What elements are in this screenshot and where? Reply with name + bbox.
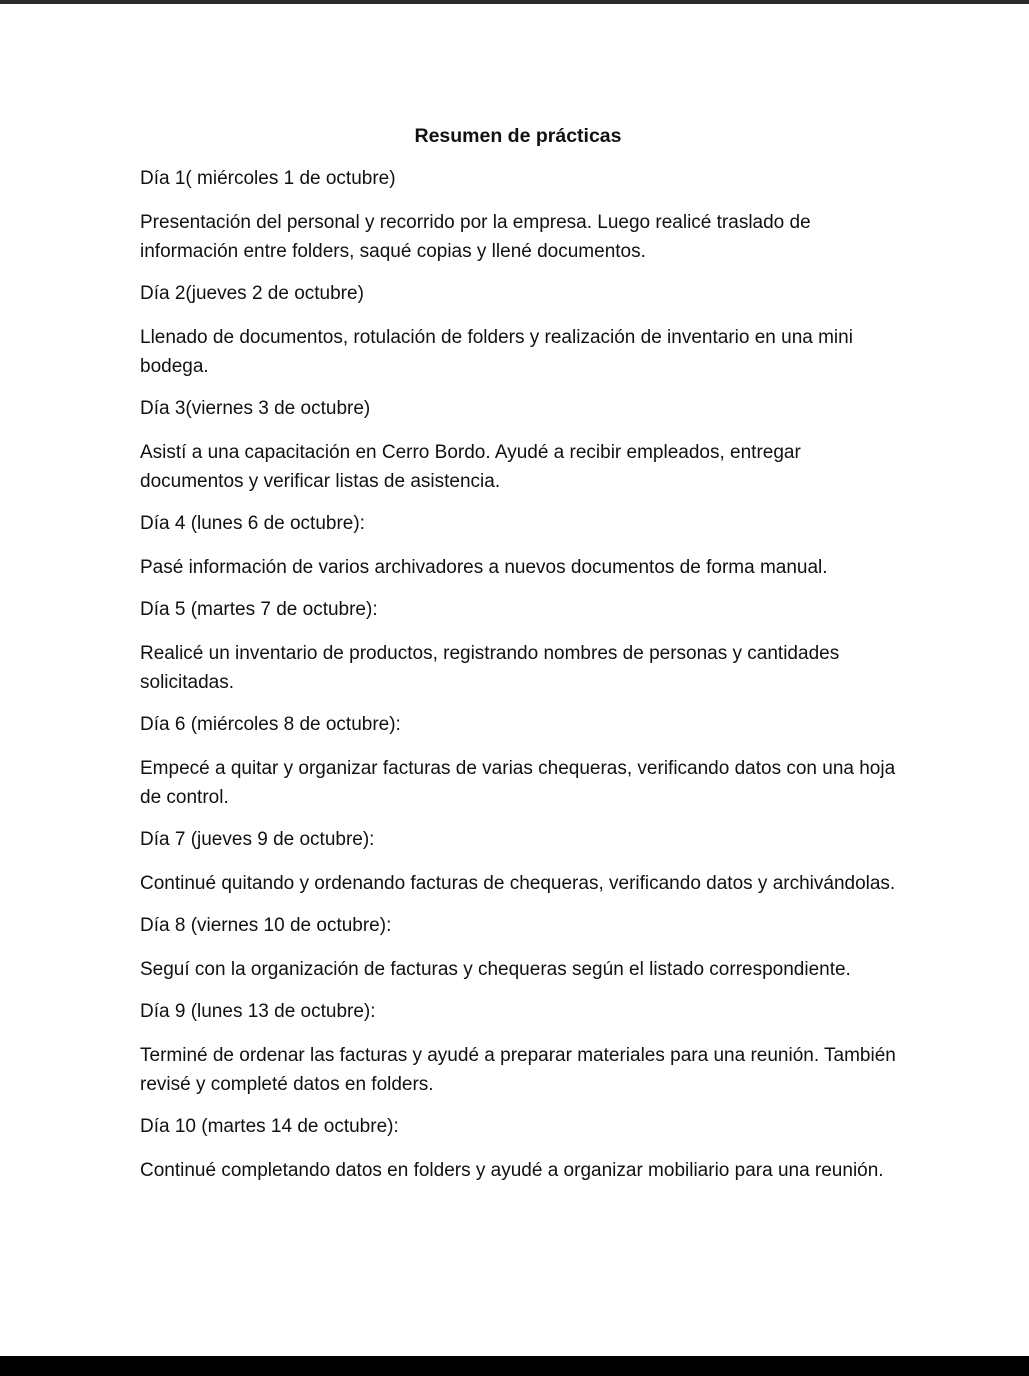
day-heading: Día 4 (lunes 6 de octubre): xyxy=(140,513,365,534)
entries-list xyxy=(140,165,900,1185)
day-heading: Día 1( miércoles 1 de octubre) xyxy=(140,168,396,189)
day-description: Seguí con la organización de facturas y chequeras según el listado correspondiente. xyxy=(140,959,851,980)
day-heading: Día 6 (miércoles 8 de octubre): xyxy=(140,714,401,735)
top-border xyxy=(0,0,1029,4)
day-description: Llenado de documentos, rotulación de folders y realización de inventario en una mini bodega. xyxy=(140,327,853,377)
day-heading: Día 3(viernes 3 de octubre) xyxy=(140,398,371,419)
day-description: Asistí a una capacitación en Cerro Bordo. Ayudé a recibir empleados, entregar documentos y verificar listas de asistencia. xyxy=(140,442,801,492)
day-heading: Día 10 (martes 14 de octubre): xyxy=(140,1116,399,1137)
day-description: Presentación del personal y recorrido por la empresa. Luego realicé traslado de información entre folders, saqué copias y llené documentos. xyxy=(140,212,811,262)
day-heading: Día 8 (viernes 10 de octubre): xyxy=(140,915,392,936)
document-title: Resumen de prácticas xyxy=(414,125,622,147)
day-description: Continué quitando y ordenando facturas de chequeras, verificando datos y archivándolas. xyxy=(140,873,896,894)
day-heading: Día 5 (martes 7 de octubre): xyxy=(140,599,378,620)
day-description: Terminé de ordenar las facturas y ayudé a preparar materiales para una reunión. También revisé y completé datos en folders. xyxy=(140,1045,896,1095)
bottom-border xyxy=(0,1356,1029,1376)
day-description: Empecé a quitar y organizar facturas de varias chequeras, verificando datos con una hoja de control. xyxy=(140,758,896,808)
day-description: Pasé información de varios archivadores a nuevos documentos de forma manual. xyxy=(140,557,828,578)
day-heading: Día 9 (lunes 13 de octubre): xyxy=(140,1001,376,1022)
day-heading: Día 2(jueves 2 de octubre) xyxy=(140,283,364,304)
document-page xyxy=(140,122,900,1199)
day-description: Realicé un inventario de productos, registrando nombres de personas y cantidades solicitadas. xyxy=(140,643,840,693)
day-description: Continué completando datos en folders y ayudé a organizar mobiliario para una reunión. xyxy=(140,1160,884,1181)
day-heading: Día 7 (jueves 9 de octubre): xyxy=(140,829,375,850)
